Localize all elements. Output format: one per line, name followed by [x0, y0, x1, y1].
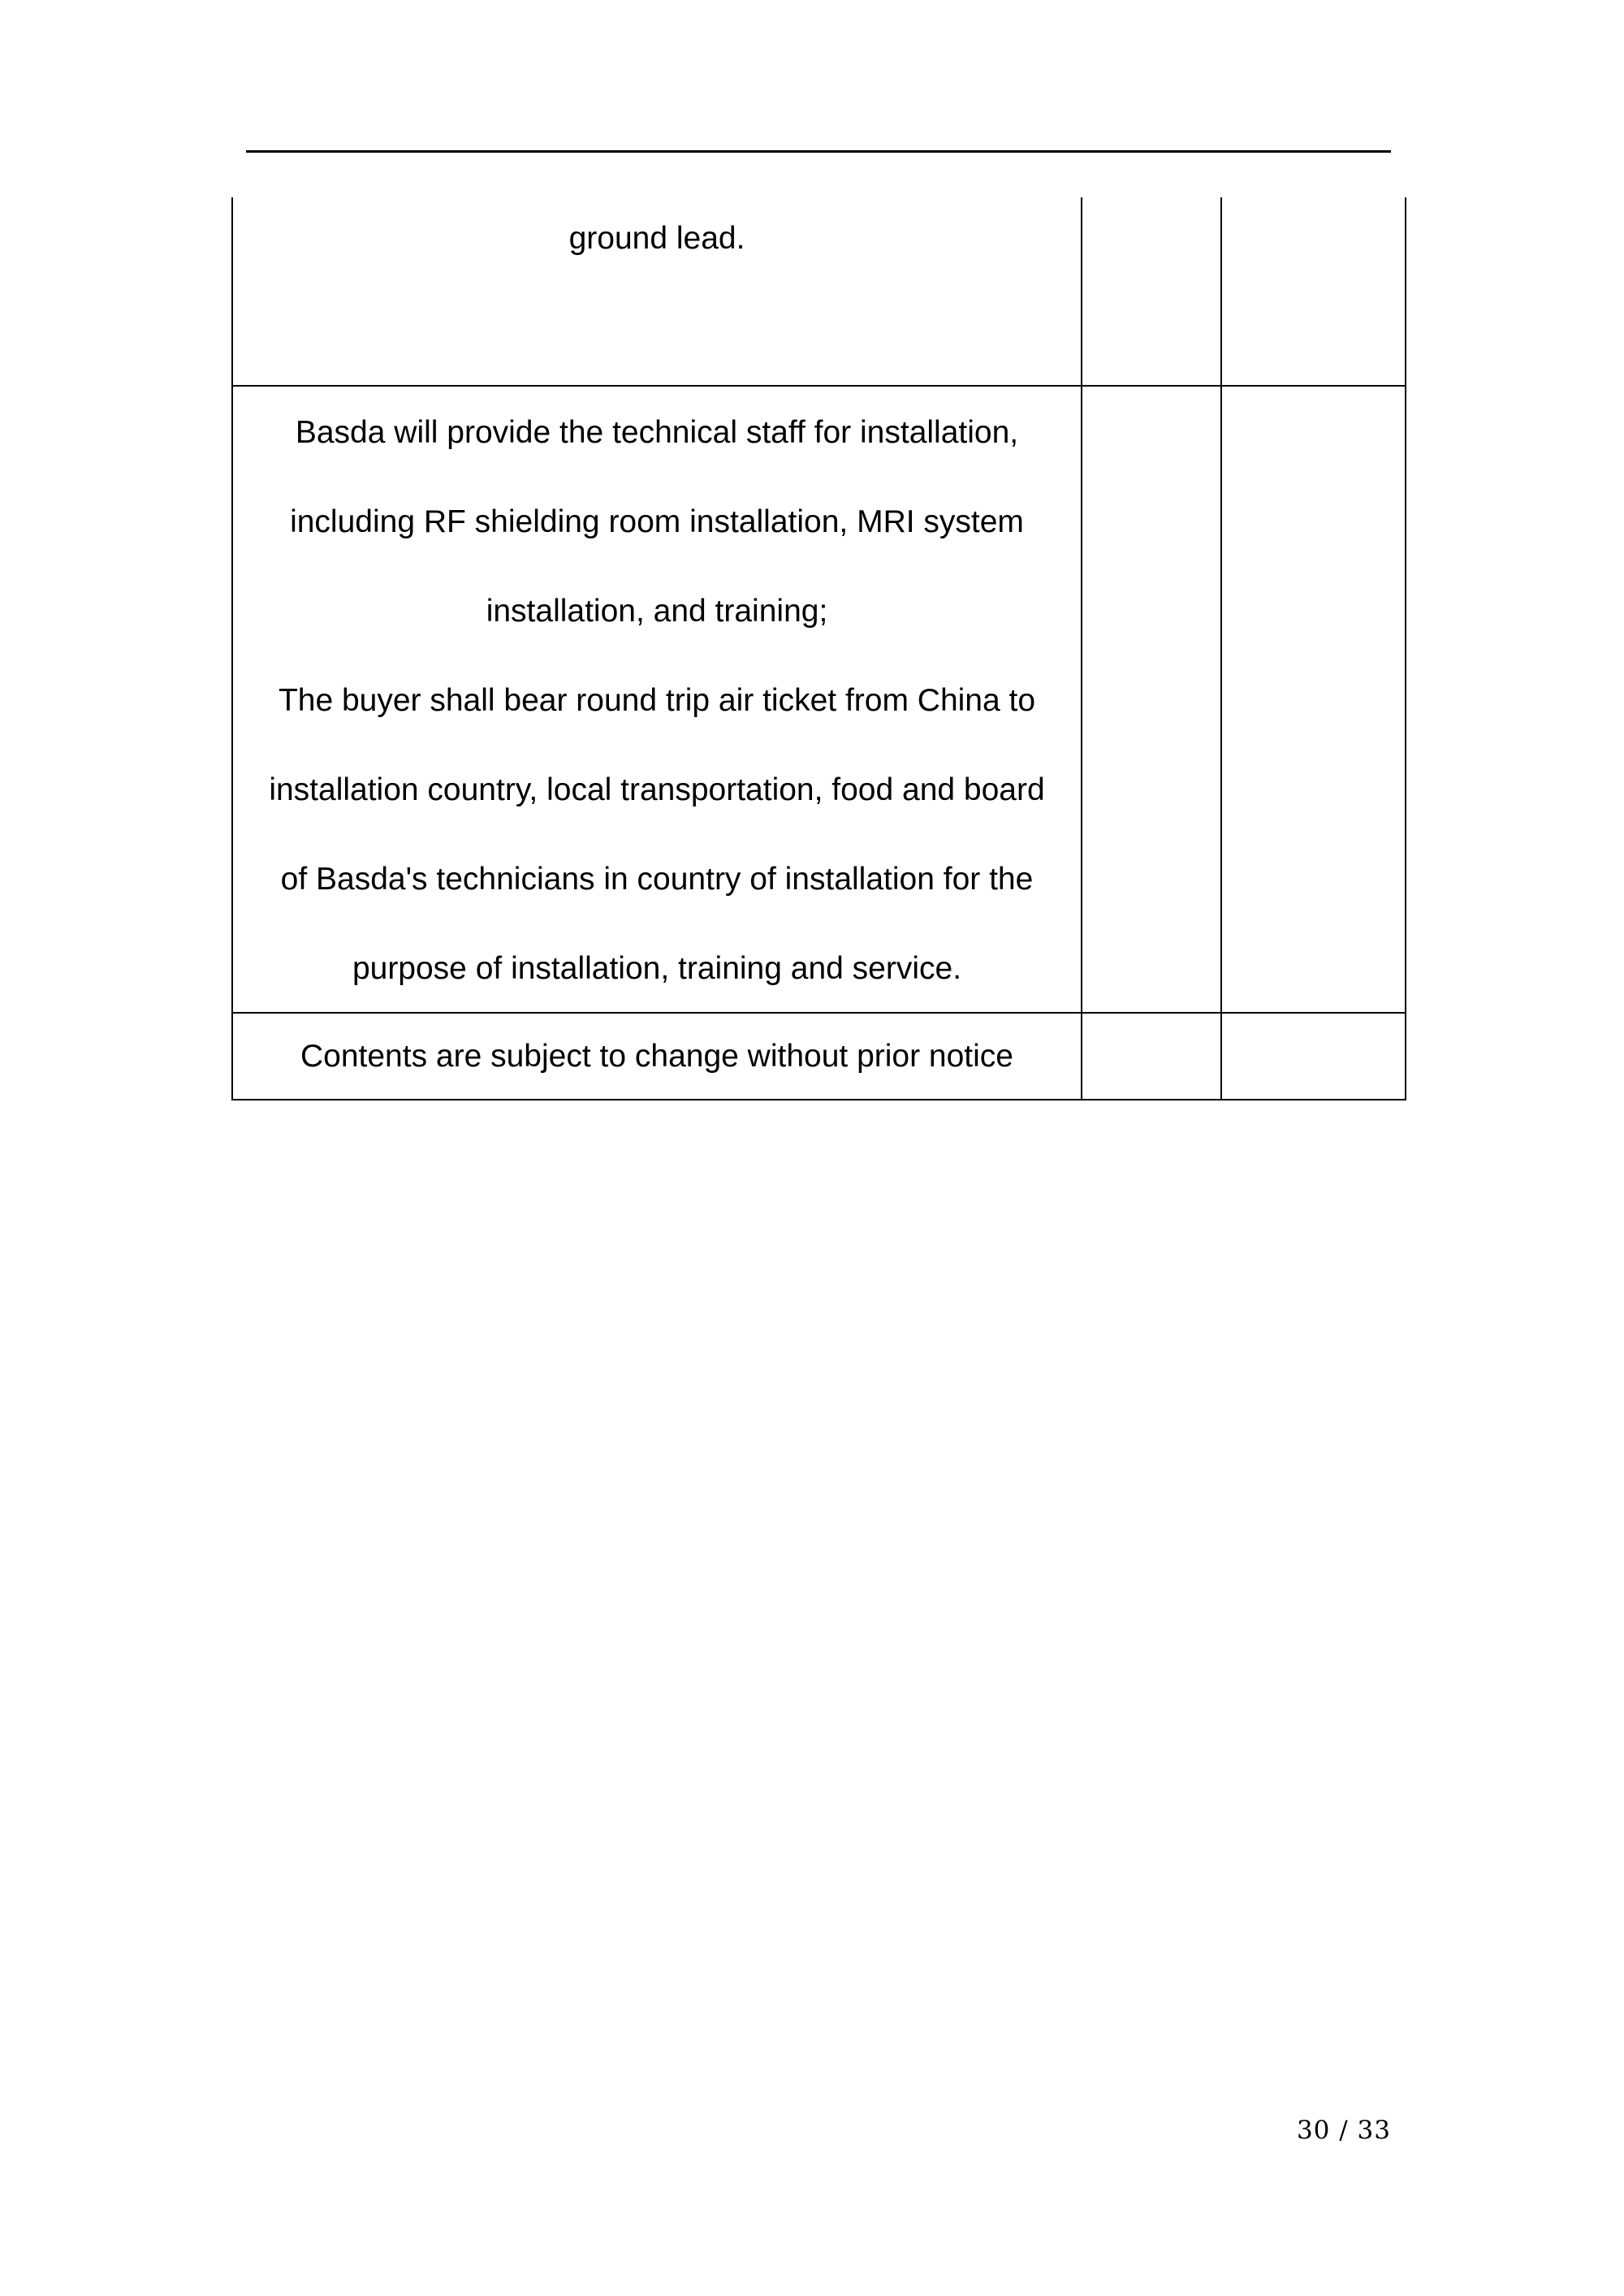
spec-table [231, 197, 1406, 1100]
header-rule [246, 150, 1391, 153]
description-cell [232, 386, 1082, 1013]
empty-cell [1221, 197, 1406, 386]
description-line: Basda will provide the technical staff for installation, [295, 415, 1019, 450]
description-line: installation, and training; [486, 594, 828, 629]
description-cell [232, 1013, 1082, 1100]
description-cell [232, 197, 1082, 386]
page-number: 30 / 33 [1296, 2116, 1391, 2145]
empty-cell [1082, 197, 1221, 386]
description-line: including RF shielding room installation, MRI system [290, 504, 1024, 539]
description-line: of Basda's technicians in country of installation for the [280, 862, 1034, 897]
empty-cell [1082, 1013, 1221, 1100]
description-line: installation country, local transportation, food and board [269, 772, 1045, 807]
description-line: The buyer shall bear round trip air ticket from China to [278, 683, 1036, 718]
empty-cell [1082, 386, 1221, 1013]
table-row [232, 386, 1406, 1013]
description-line: purpose of installation, training and service. [352, 951, 962, 986]
empty-cell [1221, 386, 1406, 1013]
table-row [232, 197, 1406, 386]
description-line: ground lead. [568, 221, 745, 256]
table-row [232, 1013, 1406, 1100]
empty-cell [1221, 1013, 1406, 1100]
description-line: Contents are subject to change without prior notice [300, 1039, 1013, 1074]
